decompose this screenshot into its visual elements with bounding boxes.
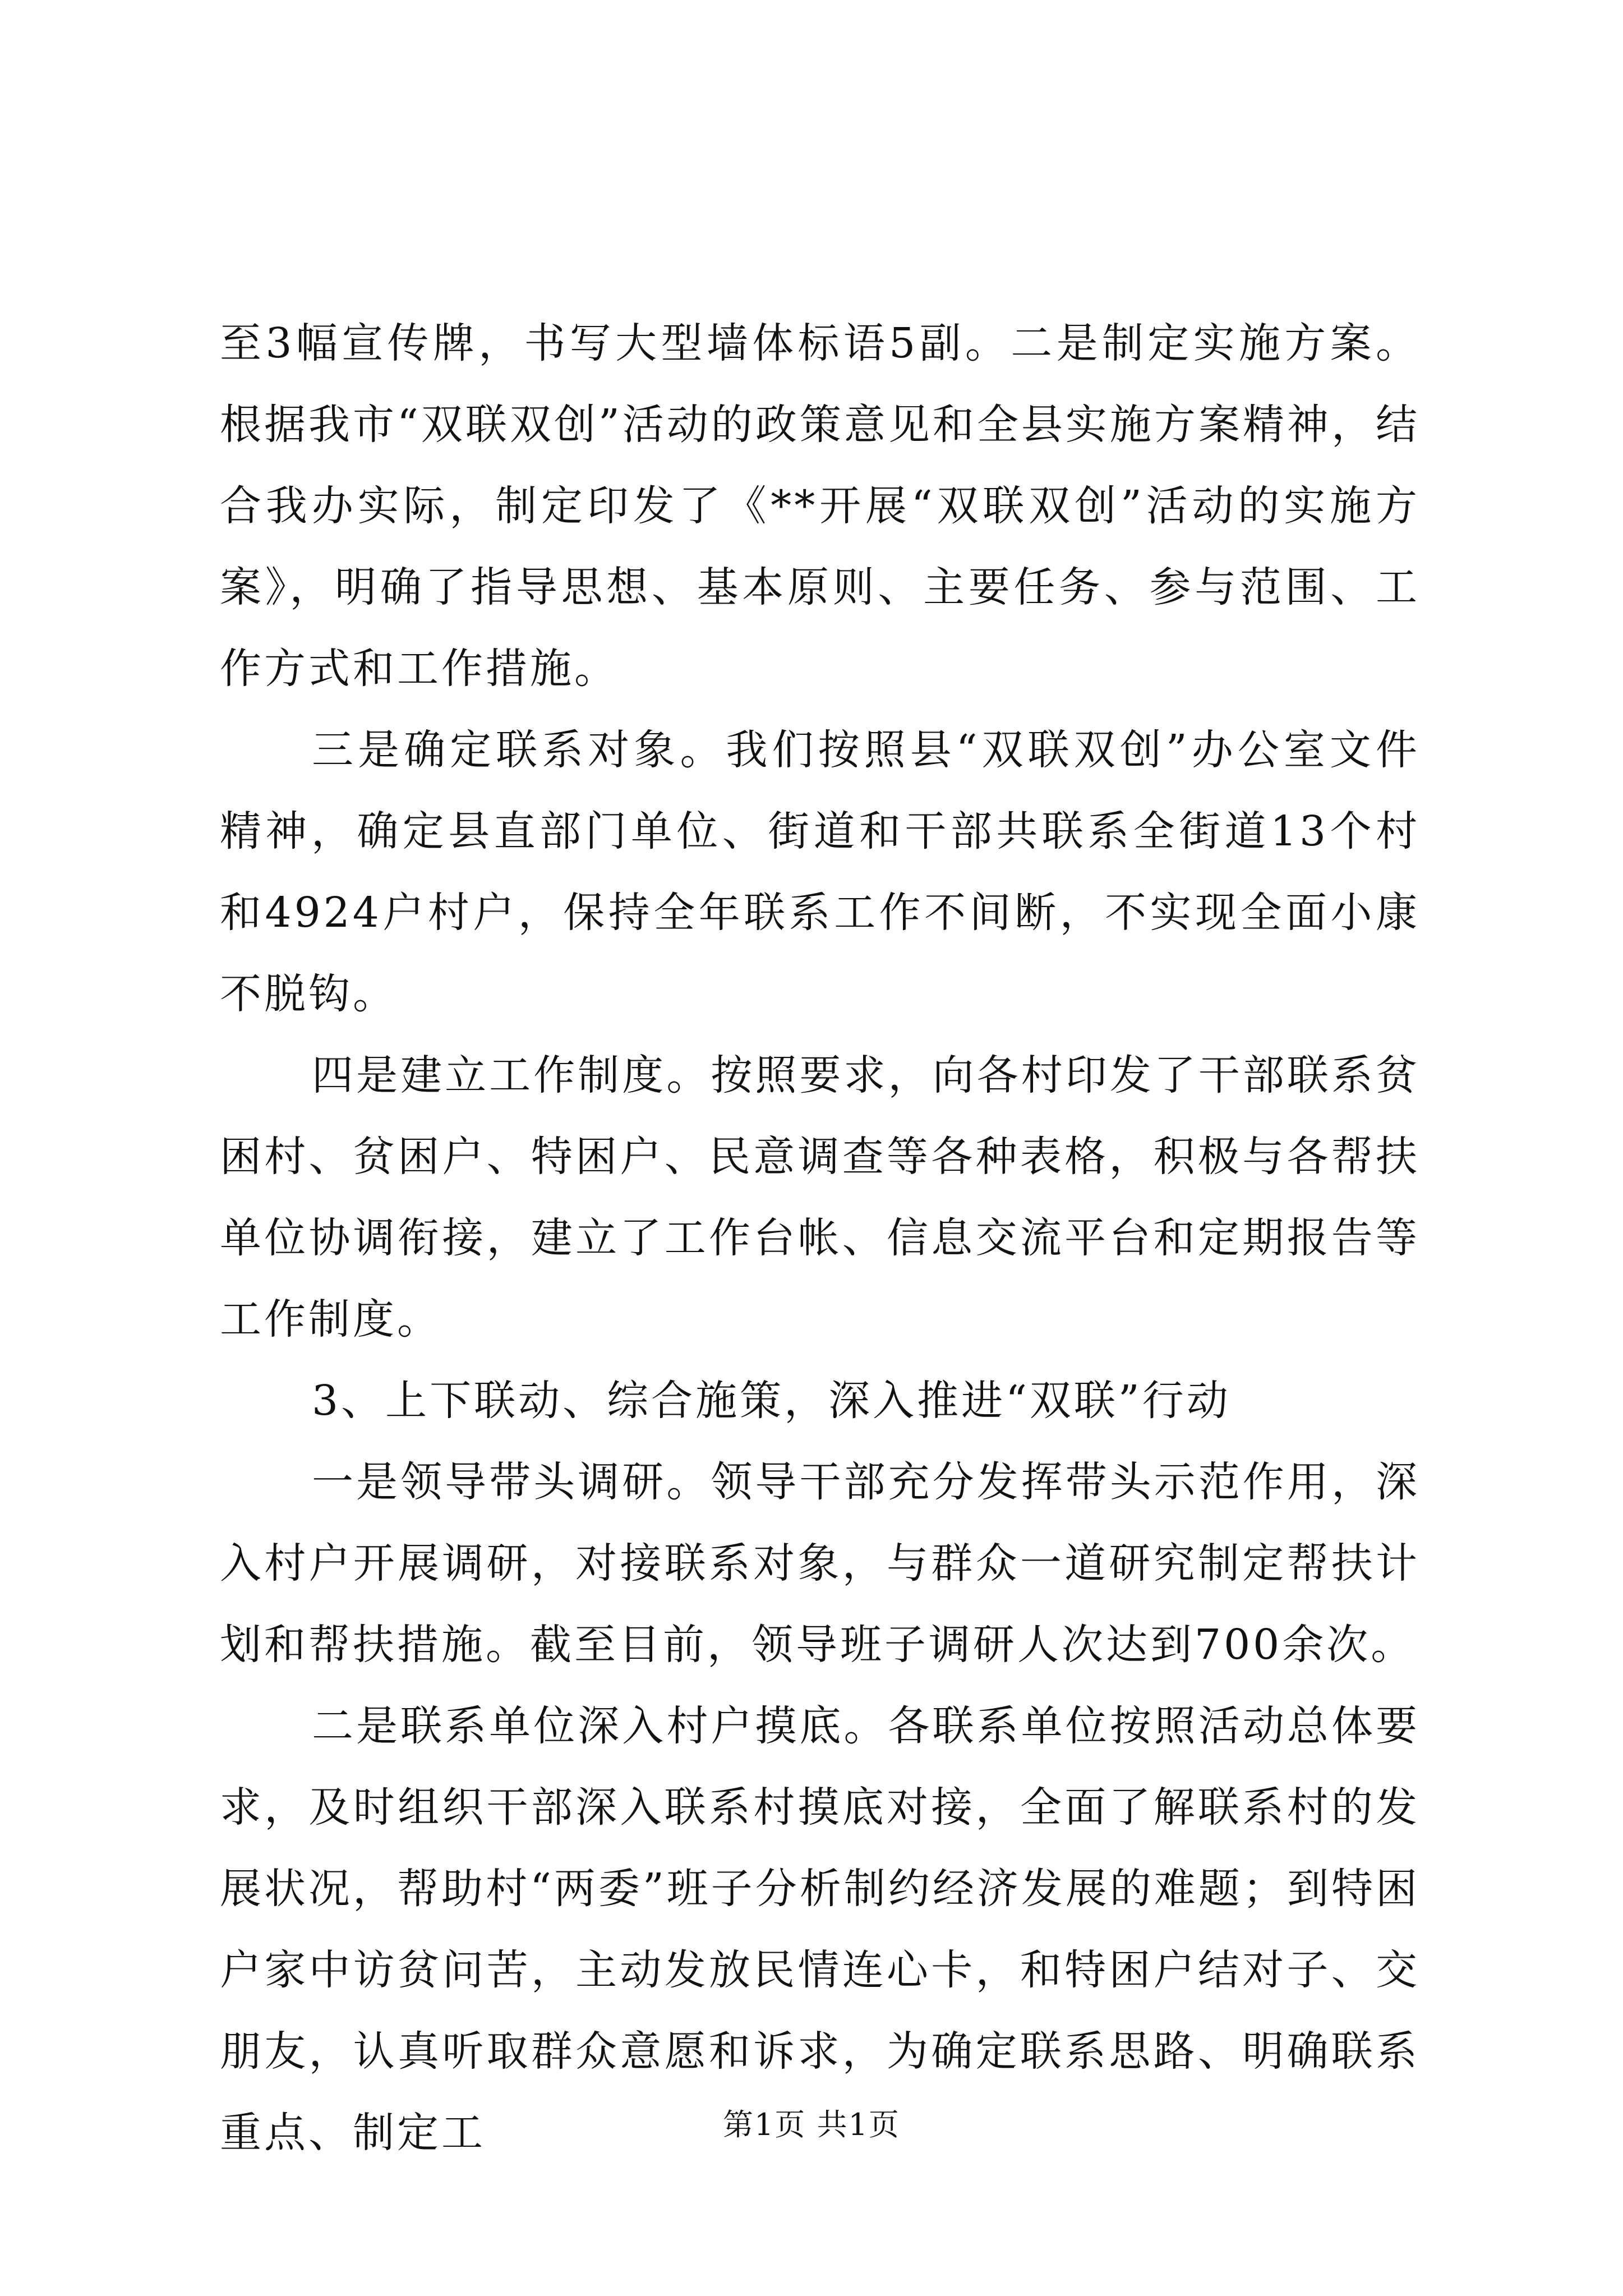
paragraph-1: 至3幅宣传牌，书写大型墙体标语5副。二是制定实施方案。根据我市“双联双创”活动的政策意见和全县实施方案精神，结合我办实际，制定印发了《**开展“双联双创”活动的实施方案》，明确了指导思想、基本原则、主要任务、参与范围、工作方式和工作措施。 [220, 319, 1420, 693]
paragraph-3: 四是建立工作制度。按照要求，向各村印发了干部联系贫困村、贫困户、特困户、民意调查等各种表格，积极与各帮扶单位协调衔接，建立了工作台帐、信息交流平台和定期报告等工作制度。 [220, 1051, 1420, 1343]
paragraph-6: 二是联系单位深入村户摸底。各联系单位按照活动总体要求，及时组织干部深入联系村摸底对接，全面了解联系村的发展状况，帮助村“两委”班子分析制约经济发展的难题；到特困户家中访贫问苦，主动发放民情连心卡，和特困户结对子、交朋友，认真听取群众意愿和诉求，为确定联系思路、明确联系重点、制定工 [220, 1702, 1420, 2157]
document-body [220, 303, 1420, 2174]
page-footer: 第1页 共1页 [723, 2107, 900, 2142]
section-heading: 3、上下联动、综合施策，深入推进“双联”行动 [312, 1377, 1231, 1425]
paragraph-5: 一是领导带头调研。领导干部充分发挥带头示范作用，深入村户开展调研，对接联系对象，与群众一道研究制定帮扶计划和帮扶措施。截至目前，领导班子调研人次达到700余次。 [220, 1458, 1420, 1669]
paragraph-2: 三是确定联系对象。我们按照县“双联双创”办公室文件精神，确定县直部门单位、街道和干部共联系全街道13个村和4924户村户，保持全年联系工作不间断，不实现全面小康不脱钩。 [220, 726, 1420, 1018]
